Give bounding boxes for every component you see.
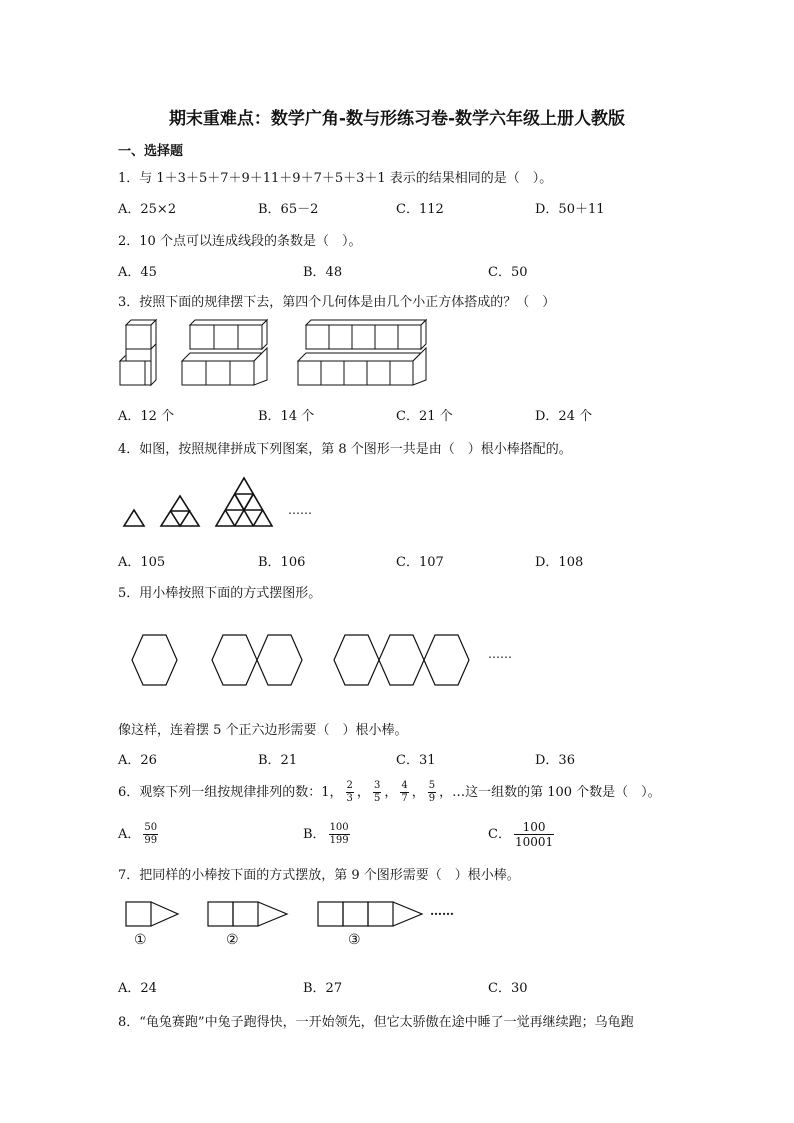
- hexagon-figure-3: [334, 635, 469, 685]
- question-3-stem: 3．按照下面的规律摆下去，第四个几何体是由几个小正方体搭成的？（ ）: [118, 295, 556, 310]
- flag-figure-1: [126, 902, 178, 926]
- fraction-5-9: $\frac{5}{9}$: [428, 780, 436, 804]
- question-7-figure-label-2: ②: [226, 932, 239, 948]
- separator: ，: [411, 785, 425, 800]
- question-7-ellipsis: ……: [430, 904, 454, 918]
- question-2-option-a[interactable]: A．45: [118, 265, 157, 280]
- question-7-stem: 7．把同样的小棒按下面的方式摆放，第 9 个图形需要（ ）根小棒。: [118, 868, 520, 883]
- question-4-option-d[interactable]: D．108: [535, 555, 584, 570]
- question-7-option-a[interactable]: A．24: [118, 981, 157, 996]
- question-6-option-c[interactable]: C． $\frac{100}{10001}$: [488, 820, 554, 849]
- cube-figure-2: [182, 320, 267, 385]
- cube-figure-3: [298, 320, 426, 385]
- fraction-3-5: $\frac{3}{5}$: [373, 780, 381, 804]
- question-3-option-a[interactable]: A．12 个: [118, 409, 175, 424]
- question-1-option-b[interactable]: B．65－2: [258, 202, 319, 217]
- cube-figure-1: [120, 320, 156, 385]
- question-5-option-c[interactable]: C．31: [396, 753, 436, 768]
- question-1-option-c[interactable]: C．112: [396, 202, 444, 217]
- hexagon-figure-1: [132, 635, 177, 685]
- hexagon-pattern-figure: [126, 630, 476, 690]
- fraction-50-99: $\frac{50}{99}$: [144, 822, 158, 846]
- stick-flag-figure: [122, 897, 432, 933]
- page-title: 期末重难点：数学广角-数与形练习卷-数学六年级上册人教版: [168, 109, 626, 129]
- triangle-pattern-figure: [118, 474, 288, 530]
- question-7-figure-label-3: ③: [348, 932, 361, 948]
- question-2-option-c[interactable]: C．50: [488, 265, 528, 280]
- question-5-ellipsis: ……: [488, 647, 512, 661]
- question-2-option-b[interactable]: B．48: [303, 265, 343, 280]
- question-4-option-b[interactable]: B．106: [258, 555, 306, 570]
- question-6-stem-start: 6．观察下列一组按规律排列的数：1，: [118, 785, 343, 800]
- question-6-option-a[interactable]: A． $\frac{50}{99}$: [118, 822, 158, 846]
- question-5-option-b[interactable]: B．21: [258, 753, 298, 768]
- question-3-option-c[interactable]: C．21 个: [396, 409, 453, 424]
- fraction-2-3: $\frac{2}{3}$: [346, 780, 353, 804]
- question-8-stem: 8．“龟兔赛跑”中兔子跑得快，一开始领先，但它太骄傲在途中睡了一觉再继续跑；乌龟跑: [118, 1015, 634, 1030]
- question-7-figure-label-1: ①: [134, 932, 147, 948]
- question-2-stem: 2．10 个点可以连成线段的条数是（ ）。: [118, 234, 362, 249]
- question-1-stem: 1．与 1＋3＋5＋7＋9＋11＋9＋7＋5＋3＋1 表示的结果相同的是（ ）。: [118, 171, 553, 186]
- hexagon-figure-2: [212, 635, 302, 685]
- question-3-option-b[interactable]: B．14 个: [258, 409, 315, 424]
- question-4-stem: 4．如图，按照规律拼成下列图案，第 8 个图形一共是由（ ）根小棒搭配的。: [118, 442, 572, 457]
- question-5-stem: 5．用小棒按照下面的方式摆图形。: [118, 586, 322, 601]
- question-1-option-a[interactable]: A．25×2: [118, 202, 177, 217]
- question-6-stem-end: ，…这一组数的第 100 个数是（ ）。: [439, 785, 661, 800]
- question-7-option-c[interactable]: C．30: [488, 981, 528, 996]
- triangle-figure-3: [216, 478, 272, 526]
- question-4-ellipsis: ……: [288, 503, 312, 517]
- question-5-option-d[interactable]: D．36: [535, 753, 575, 768]
- question-6-option-b[interactable]: B． $\frac{100}{199}$: [303, 822, 349, 846]
- fraction-4-7: $\frac{4}{7}$: [401, 780, 408, 804]
- flag-figure-2: [208, 902, 287, 926]
- question-6-stem: [118, 776, 661, 810]
- triangle-figure-1: [124, 510, 144, 526]
- question-4-option-a[interactable]: A．105: [118, 555, 166, 570]
- separator: ，: [384, 785, 398, 800]
- flag-figure-3: [318, 902, 422, 926]
- cube-stack-figure: [116, 320, 436, 390]
- question-3-option-d[interactable]: D．24 个: [535, 409, 593, 424]
- question-4-option-c[interactable]: C．107: [396, 555, 444, 570]
- question-5-follow-text: 像这样，连着摆 5 个正六边形需要（ ）根小棒。: [118, 723, 408, 738]
- section-heading: 一、选择题: [118, 144, 184, 159]
- question-1-option-d[interactable]: D．50＋11: [535, 202, 605, 217]
- separator: ，: [356, 785, 370, 800]
- triangle-figure-2: [161, 496, 199, 526]
- question-5-option-a[interactable]: A．26: [118, 753, 157, 768]
- fraction-100-199: $\frac{100}{199}$: [329, 822, 349, 846]
- question-7-option-b[interactable]: B．27: [303, 981, 343, 996]
- fraction-100-10001: $\frac{100}{10001}$: [514, 820, 554, 849]
